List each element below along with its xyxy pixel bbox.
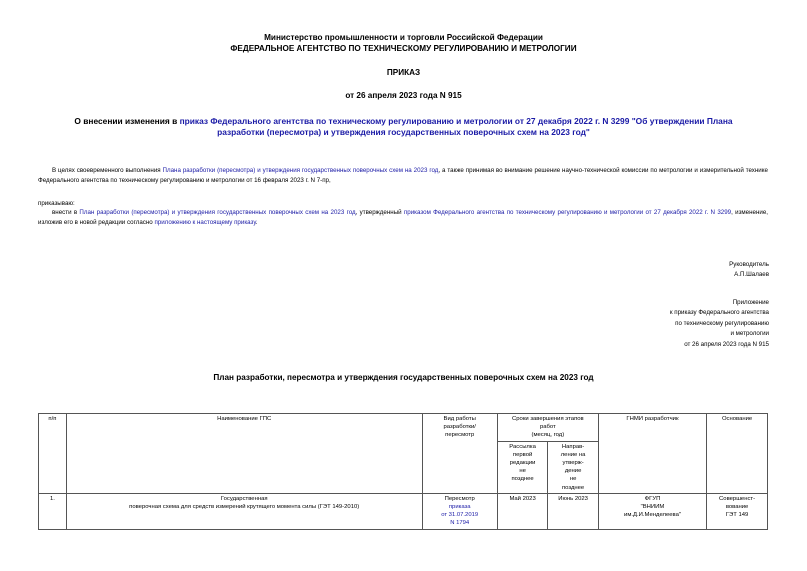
header-first-edition: Рассылка первой редакции не позднее — [497, 441, 548, 493]
header-name: Наименование ГПС — [66, 414, 422, 494]
directive-suffix: . — [255, 219, 258, 227]
table-row — [39, 493, 768, 529]
paragraph-preamble — [38, 166, 768, 187]
ministry-name: Министерство промышленности и торговли Российской Федерации — [264, 33, 543, 42]
appendix-link[interactable]: приложению к настоящему приказу — [154, 219, 256, 227]
row-basis: Совершенст- вование ГЭТ 149 — [707, 493, 768, 529]
plan-link[interactable]: Плана разработки (пересмотра) и утверждения государственных поверочных схем на 2023 год — [162, 167, 439, 174]
row-developer: ФГУП "ВНИИМ им.Д.И.Менделеева" — [598, 493, 706, 529]
paragraph-order-word: приказываю: — [38, 200, 75, 207]
header-basis: Основание — [707, 414, 768, 494]
row-order-link[interactable]: приказа от 31.07.2019 N 1794 — [441, 504, 479, 527]
paragraph-directive — [38, 208, 768, 229]
row-approval: Июнь 2023 — [548, 493, 599, 529]
header-kind: Вид работы разработки/ пересмотр — [422, 414, 497, 494]
table-header-row — [39, 414, 768, 442]
appendix-line: от 26 апреля 2023 года N 915 — [684, 340, 769, 348]
signature-role: Руководитель — [729, 261, 769, 268]
appendix-line: к приказу Федерального агентства — [669, 309, 769, 317]
document-type: ПРИКАЗ — [386, 68, 421, 77]
title-order-link[interactable]: приказ Федерального агентства по техническому регулированию и метрологии от 27 декабря 2022 г. N 3299 "Об утверждении Плана разработки (пересмотра) и утверждения государственных поверочных схем на 2023 год" — [179, 116, 733, 137]
appendix-line: по техническому регулированию — [675, 319, 769, 327]
title-prefix: О внесении изменения в — [74, 116, 180, 126]
header-developer: ГНМИ разработчик — [598, 414, 706, 494]
row-first-edition: Май 2023 — [497, 493, 548, 529]
agency-name: ФЕДЕРАЛЬНОЕ АГЕНТСТВО ПО ТЕХНИЧЕСКОМУ РЕГУЛИРОВАНИЮ И МЕТРОЛОГИИ — [230, 44, 577, 53]
order-date: от 26 апреля 2023 года N 915 — [345, 91, 462, 100]
appendix-block — [670, 298, 769, 350]
header-num: п/п — [39, 414, 67, 494]
signature-block — [729, 260, 769, 281]
plan-title: План разработки, пересмотра и утверждения государственных поверочных схем на 2023 год — [213, 373, 594, 382]
header-deadlines: Сроки завершения этапов работ (месяц, год) — [497, 414, 598, 442]
preamble-suffix: , а также принимая во внимание решение научно-технической комиссии по метрологии и измерительной технике Федерального агентства по техническому регулированию и метрологии от 16 февраля 2023 г. N 7-пр, — [38, 167, 768, 185]
preamble-prefix: В целях своевременного выполнения — [52, 167, 163, 174]
directive-prefix: внести в — [52, 209, 80, 216]
appendix-line: Приложение — [732, 299, 769, 306]
appendix-line: и метрологии — [730, 330, 769, 338]
order-3299-link[interactable]: приказом Федерального агентства по техническому регулированию и метрологии от 27 декабря 2022 г. N 3299 — [403, 209, 732, 216]
row-kind: Пересмотр приказа от 31.07.2019 N 1794 — [422, 493, 497, 529]
directive-mid-1: , утвержденный — [355, 209, 404, 216]
header-approval: Направ- ление на утверж- дение не позднее — [548, 441, 599, 493]
row-name: Государственная поверочная схема для средств измерений крутящего момента силы (ГЭТ 149-2010) — [66, 493, 422, 529]
plan-table — [38, 413, 768, 530]
document-title — [50, 116, 757, 138]
directive-mid-2: , изменение, изложив его в новой редакции согласно — [38, 209, 768, 227]
signature-name: А.П.Шалаев — [734, 271, 769, 279]
plan-link-2[interactable]: План разработки (пересмотра) и утверждения государственных поверочных схем на 2023 год — [79, 209, 356, 216]
row-num: 1. — [39, 493, 67, 529]
